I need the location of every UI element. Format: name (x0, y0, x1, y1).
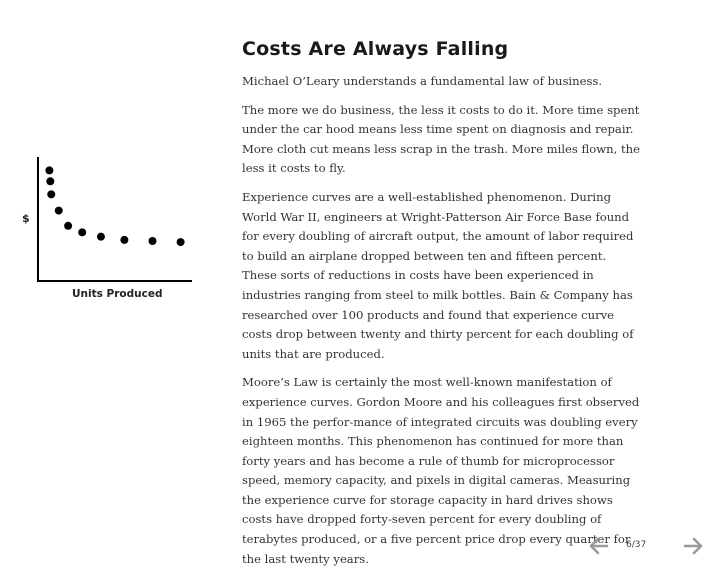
article (242, 38, 647, 578)
data-point (78, 228, 86, 236)
paragraph: Michael O’Leary understands a fundamental law of business. (242, 74, 603, 88)
paragraph: Moore’s Law is certainly the most well-known manifestation of experience curves. Gordon Moore and his colleagues first observed in 1965 the perfor-mance of integrated circuits was doubling every eighteen months. This phenomenon has continued for more than forty years and has become a rule of thumb for microprocessor speed, memory capacity, and pixels in digital cameras. Measuring the experience curve for storage capacity in hard drives shows costs have dropped forty-seven percent for every doubling of terabytes produced, or a five percent price drop every quarter for the last twenty years. (242, 375, 640, 566)
paragraph: Experience curves are a well-established phenomenon. During World War II, engineers at Wright-Patterson Air Force Base found for every doubling of aircraft output, the amount of labor required to build an airplane dropped between ten and fifteen percent. These sorts of reductions in costs have been experienced in industries ranging from steel to milk bottles. Bain & Company has researched over 100 products and found that experience curve costs drop between twenty and thirty percent for each doubling of units that are produced. (242, 189, 634, 361)
data-point (45, 166, 53, 174)
data-point (177, 238, 185, 246)
paragraph: The more we do business, the less it costs to do it. More time spent under the car hood means less time spent on diagnosis and repair. More cloth cut means less scrap in the trash. More miles flown, the less it costs to fly. (242, 102, 641, 176)
data-point (149, 237, 157, 245)
arrow-right-icon[interactable] (682, 535, 704, 561)
experience-curve-chart (20, 155, 200, 290)
page-navigation (588, 535, 718, 559)
arrow-left-icon[interactable] (588, 535, 610, 561)
data-point (64, 222, 72, 230)
page-indicator: 6/37 (626, 540, 647, 550)
page-title: Costs Are Always Falling (242, 38, 509, 60)
data-point (55, 207, 63, 215)
data-point (120, 236, 128, 244)
data-points (45, 166, 184, 246)
data-point (46, 177, 54, 185)
x-axis-label: Units Produced (72, 288, 163, 300)
y-axis-label: $ (22, 212, 30, 225)
data-point (47, 190, 55, 198)
data-point (97, 233, 105, 241)
